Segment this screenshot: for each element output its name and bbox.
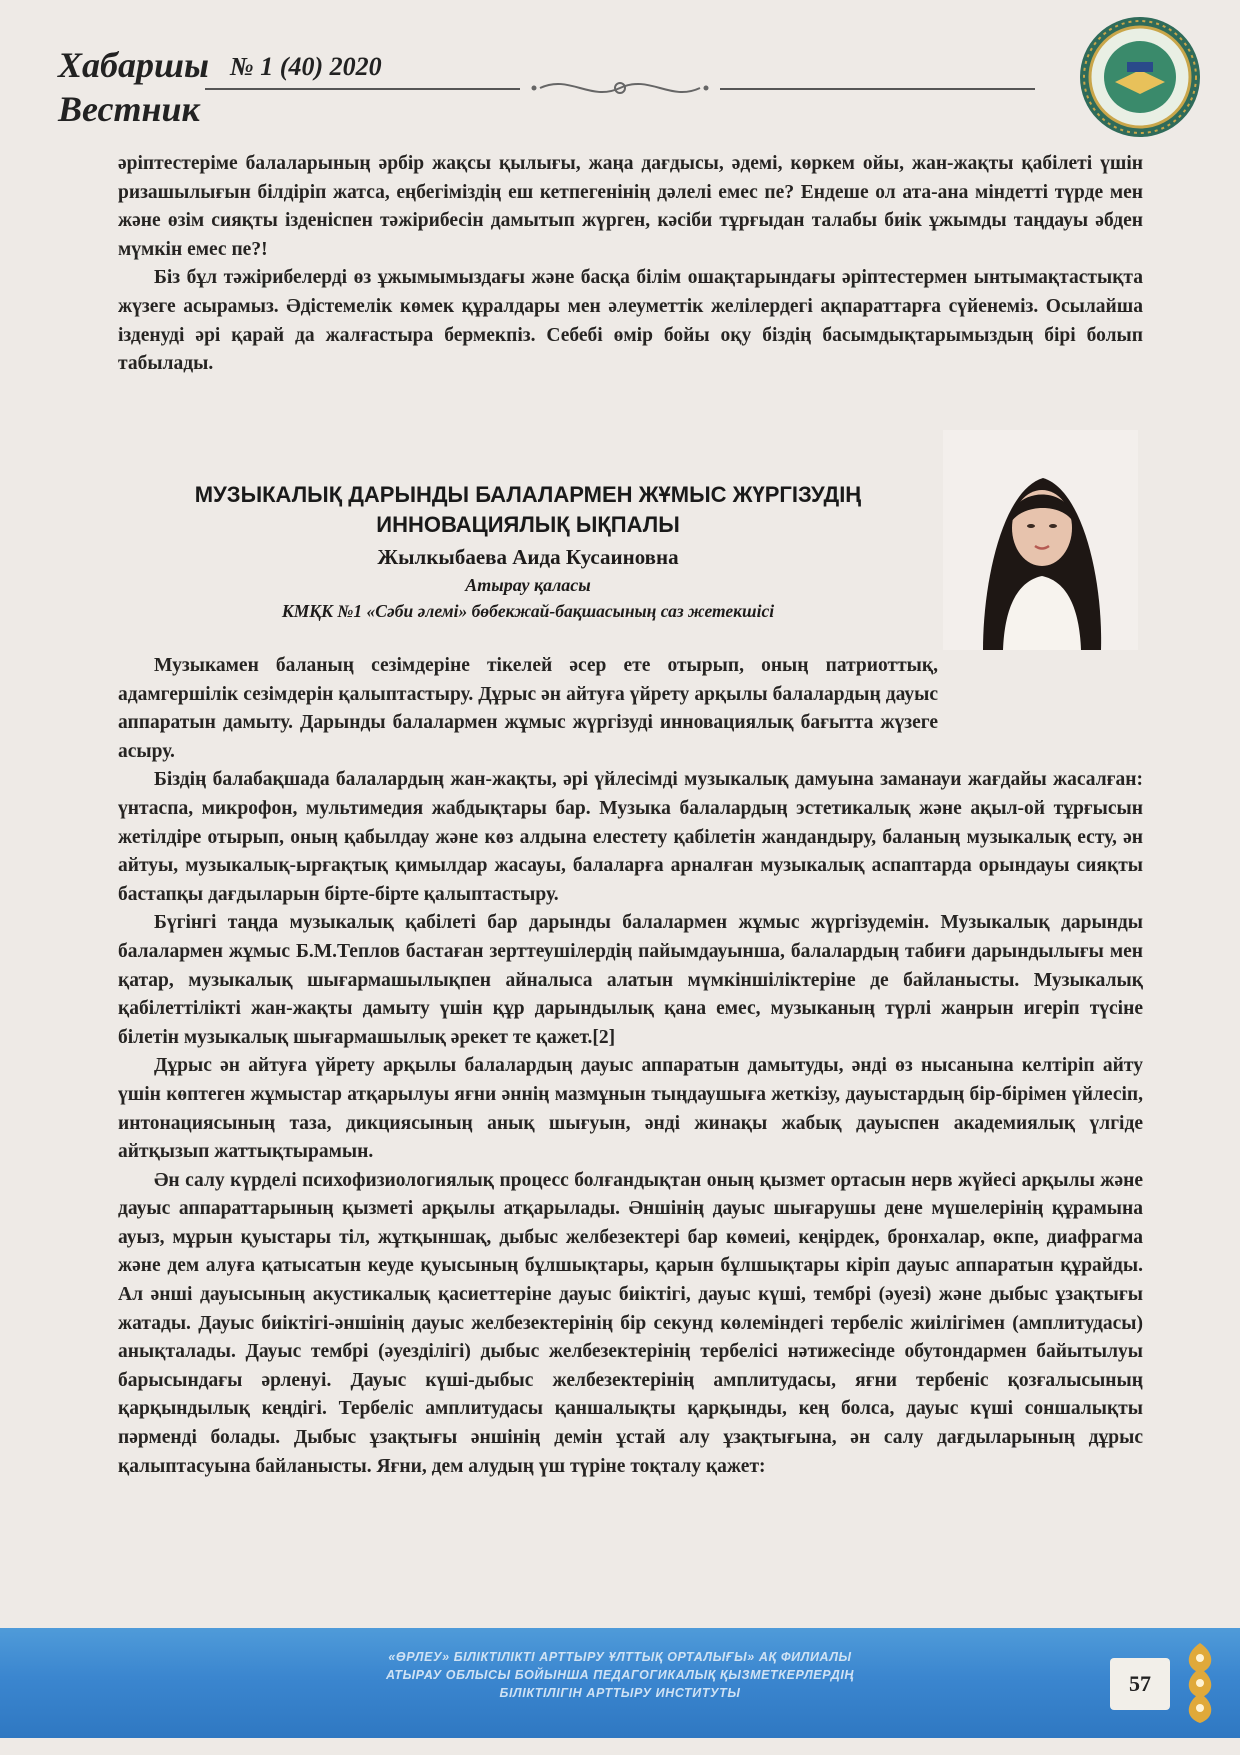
journal-title-russian: Вестник	[58, 89, 200, 129]
footer-line-3: БІЛІКТІЛІГІН АРТТЫРУ ИНСТИТУТЫ	[499, 1686, 741, 1700]
journal-title-kazakh: Хабаршы	[58, 45, 209, 85]
article-title-line-1: МУЗЫКАЛЫҚ ДАРЫНДЫ БАЛАЛАРМЕН ЖҰМЫС ЖҮРГІЗУДІҢ	[194, 482, 862, 507]
footer-institution	[250, 1648, 990, 1702]
author-organization: КМҚК №1 «Сәби әлемі» бөбекжай-бақшасының саз жетекшісі	[281, 601, 775, 621]
previous-article-continuation	[118, 150, 1143, 379]
footer-line-2: АТЫРАУ ОБЛЫСЫ БОЙЫНША ПЕДАГОГИКАЛЫҚ ҚЫЗМЕТКЕРЛЕРДІҢ	[385, 1668, 855, 1682]
article-title-line-2: ИННОВАЦИЯЛЫҚ ЫҚПАЛЫ	[376, 512, 680, 537]
journal-seal-icon	[1075, 12, 1205, 142]
footer-line-1: «ӨРЛЕУ» БІЛІКТІЛІКТІ АРТТЫРУ ҰЛТТЫҚ ОРТАЛЫҒЫ» АҚ ФИЛИАЛЫ	[388, 1650, 852, 1664]
article-heading	[118, 480, 938, 624]
page-header	[0, 0, 1240, 140]
author-city: Атырау қаласы	[465, 575, 591, 595]
article-paragraph: Дұрыс ән айтуға үйрету арқылы балалардың дауыс аппаратын дамытуды, әнді өз нысанына келтіріп айту үшін көптеген жұмыстар атқарылуы яғни әннің мазмұнын тыңдаушыға жеткізу, дауыстардың бір-бірімен үйлесіп, интонациясының таза, дикциясының анық шығуын, әнді жинақы жабық дауыспен академиялық үлгіде айтқызып жаттықтырамын.	[118, 1055, 1143, 1163]
article-paragraph: Ән салу күрделі психофизиологиялық процесс болғандықтан оның қызмет ортасын нерв жүйесі арқылы және дауыс аппараттарының қызметі арқылы атқарылады. Әншінің дауыс шығарушы дене мүшелерінің құрамына ауыз, мұрын қуыстары тіл, жұтқыншақ, дыбыс желбезектері бар көмеиі, кеңірдек, бронхалар, өкпе, диафрагма және дем алуға қатысатын кеуде қуысының бұлшықтары, қарын бұлшықтары кіріп дауыс аппаратын құрайды. Ал әнші дауысының акустикалық қасиеттеріне дауыс биіктігі, дауыс күші, тембрі (әуезі) және дыбыс ұзақтығы жатады. Дауыс биіктігі-әншінің дауыс желбезектерінің бір секунд көлеміндегі тербеліс жиілігімен (амплитудасы) анықталады. Дауыс тембрі (әуезділігі) дыбыс желбезектерінің тербелісі нәтижесінде обутондармен байытылуы барысындағы әрленуі. Дауыс күші-дыбыс желбезектерінің амплитудасы, яғни тербеніс қозғалысының қарқындылық кеңдігі. Тербеліс амплитудасы қаншалықты қарқынды, кең болса, дауыс күші соншалықты пәрменді болады. Дыбыс ұзақтығы әншінің демін ұстай алу ұзақтығына, ән салу дағдыларының дұрыс қалыптасуына байланысты. Яғни, дем алудың үш түріне тоқталу қажет:	[118, 1169, 1143, 1477]
page-footer	[0, 1628, 1240, 1738]
header-ornament-icon	[520, 70, 720, 106]
article-body	[118, 652, 1143, 1481]
article-author: Жылкыбаева Аида Кусаиновна	[377, 545, 679, 569]
page-number: 57	[1110, 1658, 1170, 1710]
author-photo	[943, 430, 1138, 650]
author-portrait-icon	[943, 430, 1138, 650]
intro-paragraph-1: әріптестеріме балаларының әрбір жақсы қылығы, жаңа дағдысы, әдемі, көркем ойы, жан-жақты қабілеті үшін ризашылығын білдіріп жатса, еңбегіміздің еш кетпегенінің дәлелі емес пе? Ендеше ол ата-ана міндетті түрде мен және өзім сияқты ізденіспен тәжірибесін дамытып жүрген, кәсіби тұрғыдан талабы биік ұжымды таңдауы әбден мүмкін емес пе?!	[118, 153, 1143, 260]
article-paragraph: Музыкамен баланың сезімдеріне тікелей әсер ете отырып, оның патриоттық, адамгершілік сезімдерін қалыптастыру. Дұрыс ән айтуға үйрету арқылы балалардың дауыс аппаратын дамыту. Дарынды балалармен жұмыс жүргізуді инновациялық бағытта жүзеге асыру.	[118, 655, 938, 762]
issue-number: № 1 (40) 2020	[230, 52, 382, 81]
gold-ornament-icon	[1180, 1638, 1220, 1728]
article-paragraph: Біздің балабақшада балалардың жан-жақты, әрі үйлесімді музыкалық дамуына заманауи жағдайы жасалған: үнтаспа, микрофон, мультимедия жабдықтары бар. Музыка балалардың эстетикалық және ақыл-ой тұрғысын жетілдіре отырып, оның қабылдау және көз алдына елестету қабілетін жандандыру, баланың музыкалық есту, ән айтуы, музыкалық-ырғақтық қимылдар жасауы, балаларға арналған музыкалық аспаптарда орындауы сияқты бастапқы дағдыларын бірте-бірте қалыптастыру.	[118, 769, 1143, 905]
intro-paragraph-2: Біз бұл тәжірибелерді өз ұжымымыздағы және басқа білім ошақтарындағы әріптестермен ынтымақтастықта жүзеге асырамыз. Әдістемелік көмек құралдары мен әлеуметтік желілердегі ақпараттарға сүйенеміз. Осылайша ізденуді әрі қарай да жалғастыра бермекпіз. Себебі өмір бойы оқу біздің басымдықтарымыздың бірі болып табылады.	[118, 267, 1143, 375]
article-paragraph: Бүгінгі таңда музыкалық қабілеті бар дарынды балалармен жұмыс жүргізудемін. Музыкалық дарынды балалармен жұмыс Б.М.Теплов бастаған зерттеушілердің пайымдауынша, балалардың табиғи дарындылығы мен қатар, музыкалық шығармашылықпен айналыса алатын мүмкіншіліктеріне де байланысты. Музыкалық қабілеттілікті жан-жақты дамыту үшін құр дарындылық қана емес, музыканың түрлі жанрын игеріп түсіне білетін музыкалық шығармашылық әрекет те қажет.[2]	[118, 912, 1143, 1048]
